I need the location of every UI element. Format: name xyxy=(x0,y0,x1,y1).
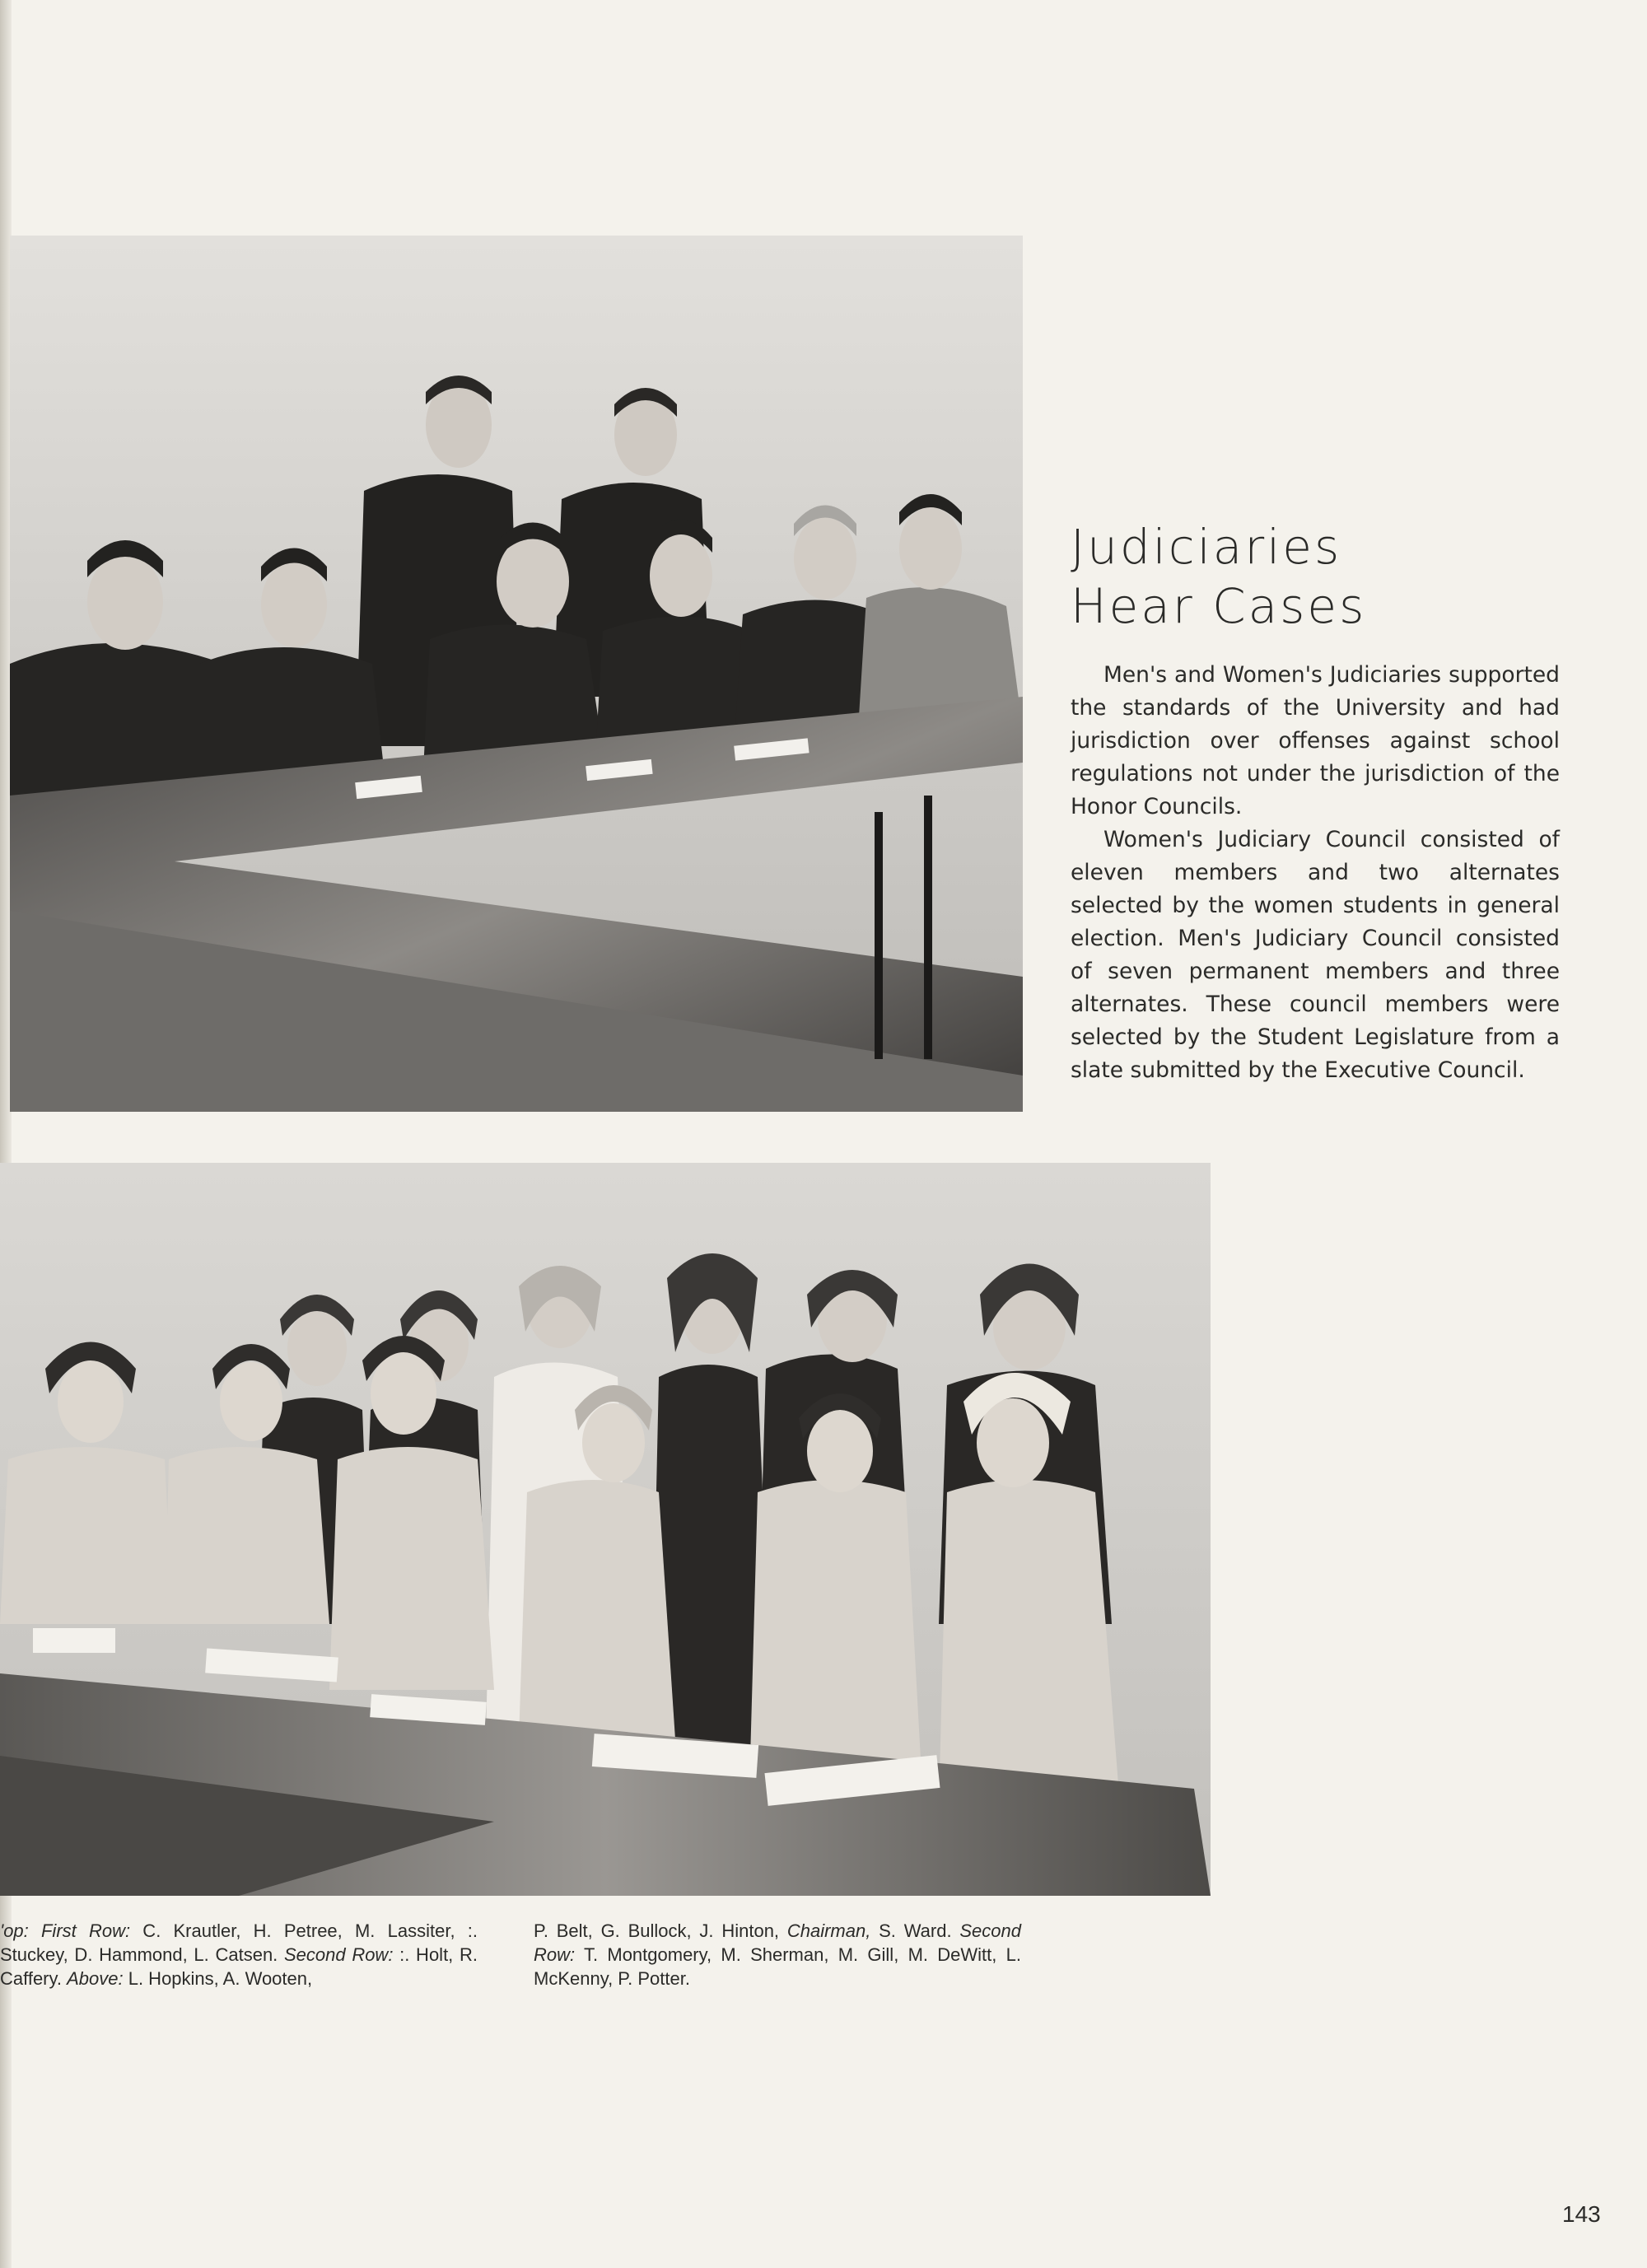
men-judiciary-photo xyxy=(10,236,1023,1112)
caption-left-above-label: Above: xyxy=(67,1968,124,1989)
caption-right-chairman-label: Chairman, xyxy=(786,1920,871,1941)
caption-right-names-2: S. Ward. xyxy=(870,1920,960,1941)
body-paragraph-2: Women's Judiciary Council consisted of eleven members and two alternates selected by the women students in general election. Men's Judiciary Council consisted of seven permanent members and three alternates. These council members were selected by the Student Legislature from a slate submitted by the Executive Council. xyxy=(1071,827,1560,1083)
caption-right-names: P. Belt, G. Bullock, J. Hinton, xyxy=(534,1920,787,1941)
photo-caption-left xyxy=(0,1919,478,1990)
caption-left-first-row-names: C. Krautler, H. Petree, M. Lassiter, :. Stuckey, D. Hammond, L. Catsen. xyxy=(0,1920,478,1965)
caption-left-second-row-label: Second Row: xyxy=(284,1944,394,1965)
caption-right-second-row-names: T. Montgomery, M. Sherman, M. Gill, M. DeWitt, L. McKenny, P. Potter. xyxy=(534,1944,1021,1989)
article-heading xyxy=(1071,517,1581,636)
page-number: 143 xyxy=(1562,2201,1601,2227)
women-judiciary-photo xyxy=(0,1163,1211,1896)
women-judiciary-photo-icon xyxy=(0,1163,1211,1896)
caption-right-second-row-label: Second Row: xyxy=(534,1920,1021,1965)
caption-left-above-names: L. Hopkins, A. Wooten, xyxy=(123,1968,313,1989)
heading-line-2: Hear Cases xyxy=(1071,578,1367,634)
heading-line-1: Judiciaries xyxy=(1071,519,1342,575)
photo-caption-right xyxy=(534,1919,1021,1990)
caption-left-second-row-names: :. Holt, R. Caffery. xyxy=(0,1944,478,1989)
article-body xyxy=(1071,659,1560,1087)
body-paragraph-1: Men's and Women's Judiciaries supported the standards of the University and had jurisdiction over offenses against school regulations not under the jurisdiction of the Honor Councils. xyxy=(1071,662,1560,819)
men-judiciary-photo-icon xyxy=(10,236,1023,1112)
caption-left-first-row-label: 'op: First Row: xyxy=(0,1920,131,1941)
